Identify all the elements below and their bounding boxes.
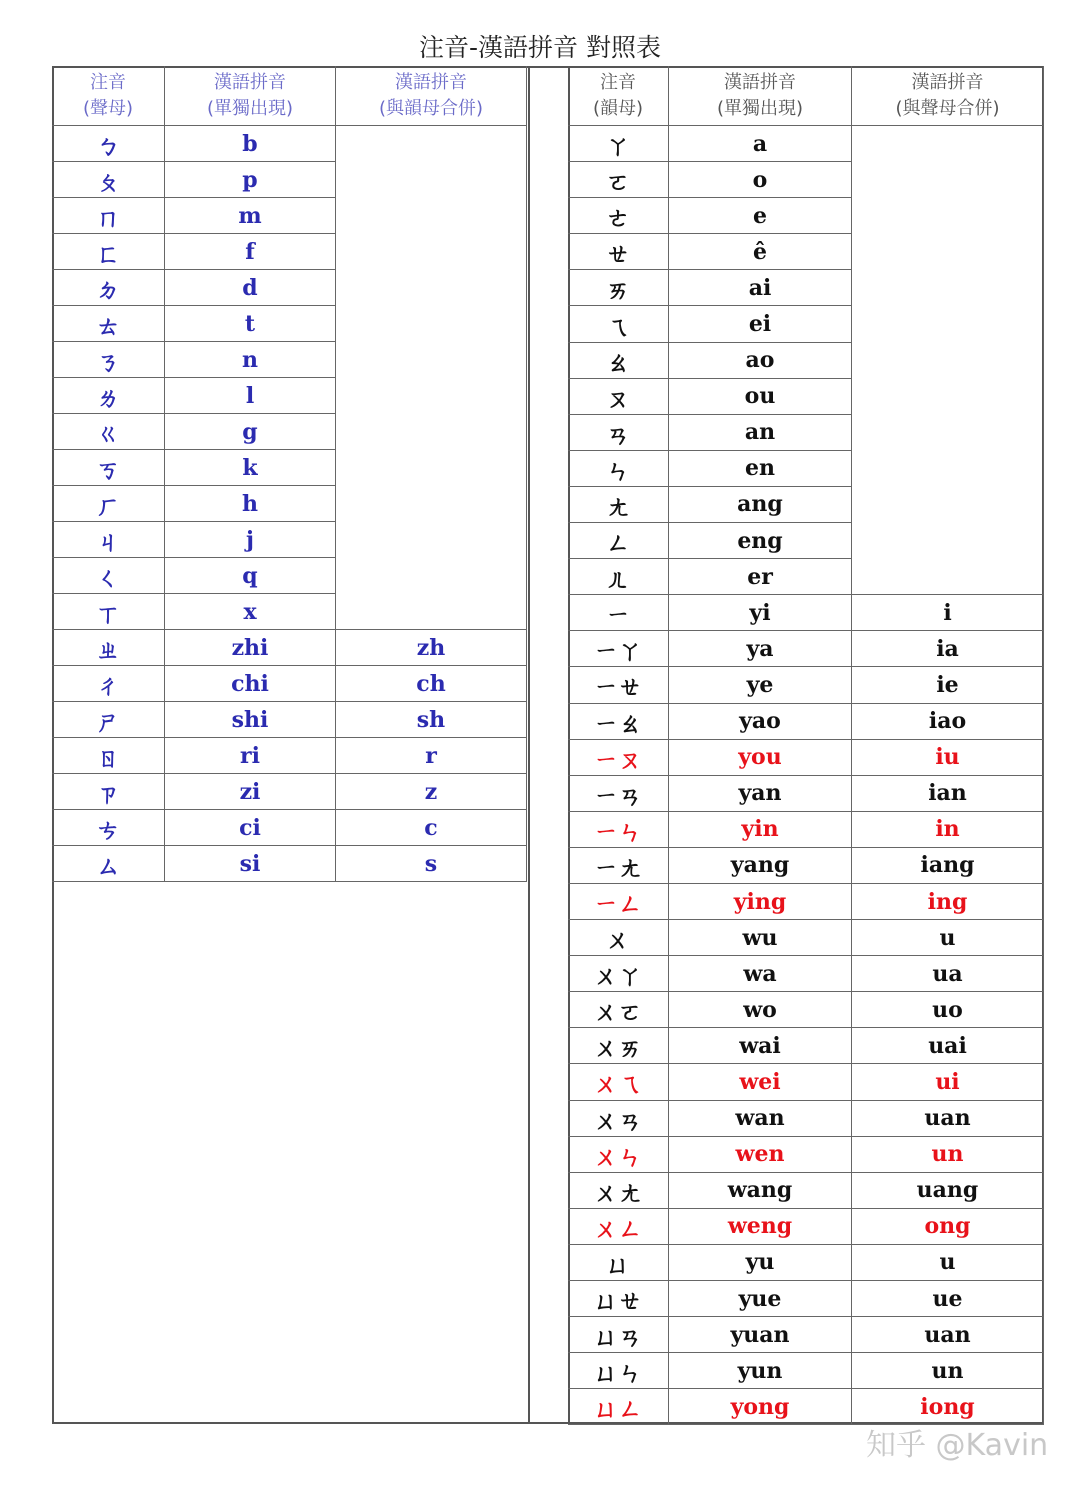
zhuyin-cell: ㄩㄢ — [568, 1317, 669, 1353]
pinyin-combined-cell: ong — [852, 1209, 1044, 1245]
pinyin-combined-cell: ua — [852, 956, 1044, 992]
zhuyin-cell: ㄈ — [52, 234, 165, 270]
pinyin-solo-cell: b — [165, 126, 336, 162]
column-header-line: 注音 — [600, 71, 636, 93]
zhuyin-cell: ㄇ — [52, 198, 165, 234]
pinyin-solo-cell: shi — [165, 702, 336, 738]
pinyin-solo-cell: ri — [165, 738, 336, 774]
pinyin-solo-cell: h — [165, 486, 336, 522]
column-header-line: 注音 — [90, 71, 126, 93]
zhuyin-cell: ㄕ — [52, 702, 165, 738]
zhuyin-cell: ㄋ — [52, 342, 165, 378]
divider-line — [528, 68, 530, 1422]
pinyin-solo-cell: e — [669, 198, 852, 234]
pinyin-combined-cell: ue — [852, 1281, 1044, 1317]
initials-table — [52, 66, 527, 882]
pinyin-combined-cell: ie — [852, 667, 1044, 703]
zhuyin-cell: ㄆ — [52, 162, 165, 198]
pinyin-solo-cell: an — [669, 415, 852, 451]
pinyin-solo-cell: ou — [669, 379, 852, 415]
pinyin-solo-cell: f — [165, 234, 336, 270]
column-header-line: (與韻母合併) — [378, 97, 484, 119]
pinyin-solo-cell: zhi — [165, 630, 336, 666]
pinyin-combined-cell: ch — [336, 666, 527, 702]
column-header-line: 漢語拼音 — [724, 71, 796, 93]
column-header — [52, 66, 165, 126]
pinyin-solo-cell: t — [165, 306, 336, 342]
pinyin-solo-cell: si — [165, 846, 336, 882]
pinyin-combined-cell: ian — [852, 776, 1044, 812]
zhuyin-cell: ㄨㄞ — [568, 1028, 669, 1064]
zhuyin-cell: ㄙ — [52, 846, 165, 882]
pinyin-solo-cell: ao — [669, 343, 852, 379]
pinyin-combined-cell: z — [336, 774, 527, 810]
pinyin-solo-cell: yu — [669, 1245, 852, 1281]
column-header-line: 漢語拼音 — [395, 71, 467, 93]
zhuyin-cell: ㄧㄚ — [568, 631, 669, 667]
zhuyin-cell: ㄚ — [568, 126, 669, 162]
zhuyin-cell: ㄨ — [568, 920, 669, 956]
pinyin-solo-cell: eng — [669, 523, 852, 559]
pinyin-solo-cell: yang — [669, 848, 852, 884]
pinyin-combined-cell: iao — [852, 704, 1044, 740]
pinyin-solo-cell: g — [165, 414, 336, 450]
pinyin-combined-cell: uan — [852, 1317, 1044, 1353]
pinyin-solo-cell: yong — [669, 1389, 852, 1425]
zhuyin-cell: ㄧㄝ — [568, 667, 669, 703]
pinyin-combined-cell: iong — [852, 1389, 1044, 1425]
pinyin-solo-cell: x — [165, 594, 336, 630]
zhuyin-cell: ㄉ — [52, 270, 165, 306]
pinyin-solo-cell: yao — [669, 704, 852, 740]
pinyin-solo-cell: er — [669, 559, 852, 595]
zhuyin-cell: ㄌ — [52, 378, 165, 414]
pinyin-solo-cell: yue — [669, 1281, 852, 1317]
pinyin-solo-cell: en — [669, 451, 852, 487]
zhuyin-cell: ㄗ — [52, 774, 165, 810]
pinyin-solo-cell: yun — [669, 1353, 852, 1389]
column-header — [568, 66, 669, 126]
pinyin-combined-cell: iu — [852, 740, 1044, 776]
zhuyin-cell: ㄓ — [52, 630, 165, 666]
zhuyin-cell: ㄨㄣ — [568, 1137, 669, 1173]
pinyin-solo-cell: ê — [669, 234, 852, 270]
pinyin-solo-cell: d — [165, 270, 336, 306]
zhuyin-cell: ㄣ — [568, 451, 669, 487]
zhuyin-cell: ㄩㄥ — [568, 1389, 669, 1425]
pinyin-combined-cell: r — [336, 738, 527, 774]
pinyin-solo-cell: ei — [669, 306, 852, 342]
pinyin-solo-cell: o — [669, 162, 852, 198]
zhuyin-cell: ㄧㄤ — [568, 848, 669, 884]
pinyin-solo-cell: ang — [669, 487, 852, 523]
zhuyin-cell: ㄦ — [568, 559, 669, 595]
pinyin-solo-cell: ci — [165, 810, 336, 846]
pinyin-combined-cell: uan — [852, 1101, 1044, 1137]
pinyin-combined-cell: i — [852, 595, 1044, 631]
pinyin-solo-cell: q — [165, 558, 336, 594]
zhuyin-cell: ㄥ — [568, 523, 669, 559]
pinyin-solo-cell: wu — [669, 920, 852, 956]
empty-merged-cell — [336, 126, 527, 630]
pinyin-solo-cell: j — [165, 522, 336, 558]
pinyin-solo-cell: you — [669, 740, 852, 776]
zhuyin-cell: ㄐ — [52, 522, 165, 558]
zhuyin-cell: ㄘ — [52, 810, 165, 846]
pinyin-solo-cell: yin — [669, 812, 852, 848]
pinyin-combined-cell: u — [852, 1245, 1044, 1281]
zhuyin-cell: ㄢ — [568, 415, 669, 451]
zhuyin-cell: ㄠ — [568, 343, 669, 379]
zhuyin-cell: ㄝ — [568, 234, 669, 270]
zhuyin-cell: ㄧㄥ — [568, 884, 669, 920]
pinyin-solo-cell: ya — [669, 631, 852, 667]
zhuyin-cell: ㄡ — [568, 379, 669, 415]
finals-table — [568, 66, 1044, 1425]
zhuyin-cell: ㄩㄣ — [568, 1353, 669, 1389]
zhuyin-cell: ㄞ — [568, 270, 669, 306]
pinyin-combined-cell: s — [336, 846, 527, 882]
pinyin-solo-cell: ye — [669, 667, 852, 703]
pinyin-solo-cell: yan — [669, 776, 852, 812]
zhuyin-cell: ㄧㄠ — [568, 704, 669, 740]
pinyin-solo-cell: wang — [669, 1173, 852, 1209]
table-title: 注音-漢語拼音 對照表 — [419, 33, 661, 62]
zhuyin-cell: ㄧㄣ — [568, 812, 669, 848]
empty-merged-cell — [852, 126, 1044, 595]
zhuyin-cell: ㄩ — [568, 1245, 669, 1281]
pinyin-solo-cell: wai — [669, 1028, 852, 1064]
pinyin-solo-cell: k — [165, 450, 336, 486]
zhuyin-cell: ㄑ — [52, 558, 165, 594]
pinyin-combined-cell: ia — [852, 631, 1044, 667]
pinyin-combined-cell: uai — [852, 1028, 1044, 1064]
pinyin-solo-cell: wa — [669, 956, 852, 992]
pinyin-combined-cell: c — [336, 810, 527, 846]
zhuyin-cell: ㄧㄢ — [568, 776, 669, 812]
zhuyin-cell: ㄨㄟ — [568, 1064, 669, 1100]
column-header — [852, 66, 1044, 126]
column-header — [669, 66, 852, 126]
column-header-line: (單獨出現) — [206, 97, 294, 119]
zhuyin-cell: ㄤ — [568, 487, 669, 523]
zhuyin-cell: ㄖ — [52, 738, 165, 774]
zhuyin-cell: ㄩㄝ — [568, 1281, 669, 1317]
pinyin-solo-cell: zi — [165, 774, 336, 810]
pinyin-solo-cell: wen — [669, 1137, 852, 1173]
zhuyin-cell: ㄨㄛ — [568, 992, 669, 1028]
column-header-line: (韻母) — [592, 97, 644, 119]
column-header-line: (聲母) — [82, 97, 134, 119]
pinyin-combined-cell: uang — [852, 1173, 1044, 1209]
column-header — [165, 66, 336, 126]
zhuyin-cell: ㄊ — [52, 306, 165, 342]
zhuyin-cell: ㄧ — [568, 595, 669, 631]
pinyin-combined-cell: in — [852, 812, 1044, 848]
pinyin-solo-cell: wei — [669, 1064, 852, 1100]
zhuyin-cell: ㄟ — [568, 306, 669, 342]
pinyin-solo-cell: n — [165, 342, 336, 378]
column-header-line: 漢語拼音 — [911, 71, 984, 93]
zhuyin-cell: ㄨㄤ — [568, 1173, 669, 1209]
pinyin-solo-cell: chi — [165, 666, 336, 702]
zhuyin-cell: ㄧㄡ — [568, 740, 669, 776]
pinyin-solo-cell: a — [669, 126, 852, 162]
zhuyin-cell: ㄨㄢ — [568, 1101, 669, 1137]
pinyin-solo-cell: m — [165, 198, 336, 234]
pinyin-combined-cell: sh — [336, 702, 527, 738]
column-header-line: (與聲母合併) — [895, 97, 1000, 119]
zhuyin-cell: ㄨㄚ — [568, 956, 669, 992]
pinyin-combined-cell: iang — [852, 848, 1044, 884]
pinyin-combined-cell: ui — [852, 1064, 1044, 1100]
pinyin-solo-cell: wan — [669, 1101, 852, 1137]
pinyin-combined-cell: ing — [852, 884, 1044, 920]
pinyin-combined-cell: u — [852, 920, 1044, 956]
pinyin-solo-cell: p — [165, 162, 336, 198]
watermark: 知乎 @Kavin — [866, 1428, 1049, 1463]
zhuyin-cell: ㄛ — [568, 162, 669, 198]
pinyin-solo-cell: ying — [669, 884, 852, 920]
pinyin-solo-cell: weng — [669, 1209, 852, 1245]
pinyin-solo-cell: yi — [669, 595, 852, 631]
pinyin-combined-cell: uo — [852, 992, 1044, 1028]
pinyin-solo-cell: wo — [669, 992, 852, 1028]
pinyin-combined-cell: zh — [336, 630, 527, 666]
pinyin-combined-cell: un — [852, 1353, 1044, 1389]
pinyin-solo-cell: yuan — [669, 1317, 852, 1353]
pinyin-combined-cell: un — [852, 1137, 1044, 1173]
zhuyin-cell: ㄏ — [52, 486, 165, 522]
zhuyin-cell: ㄅ — [52, 126, 165, 162]
zhuyin-cell: ㄜ — [568, 198, 669, 234]
zhuyin-cell: ㄒ — [52, 594, 165, 630]
zhuyin-cell: ㄎ — [52, 450, 165, 486]
zhuyin-cell: ㄔ — [52, 666, 165, 702]
column-header — [336, 66, 527, 126]
column-header-line: 漢語拼音 — [214, 71, 286, 93]
zhuyin-cell: ㄍ — [52, 414, 165, 450]
pinyin-solo-cell: ai — [669, 270, 852, 306]
zhuyin-cell: ㄨㄥ — [568, 1209, 669, 1245]
pinyin-solo-cell: l — [165, 378, 336, 414]
column-header-line: (單獨出現) — [716, 97, 804, 119]
